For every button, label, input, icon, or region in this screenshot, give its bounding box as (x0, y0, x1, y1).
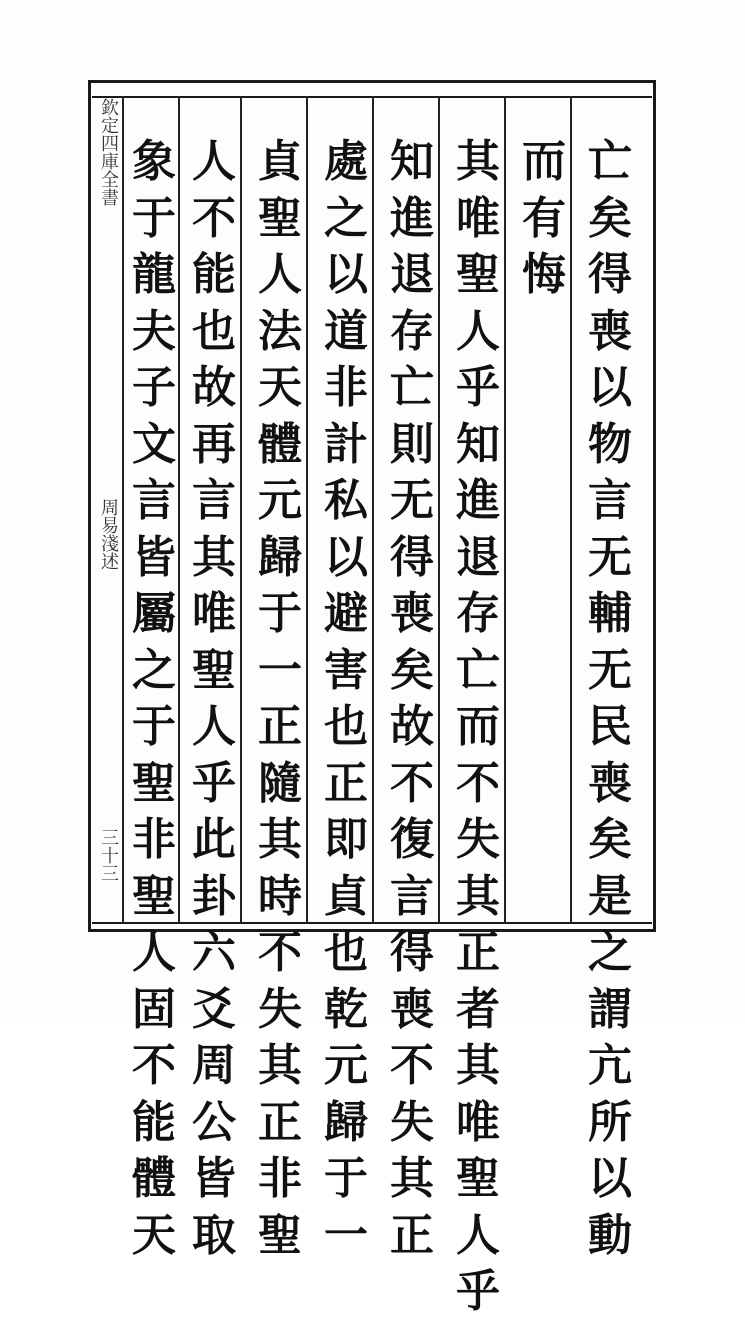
character: 復 (390, 814, 434, 865)
character: 聖 (456, 1153, 500, 1204)
character: 體 (258, 418, 302, 470)
character: 貞 (258, 136, 302, 187)
character: 正 (258, 701, 302, 752)
character: 能 (192, 249, 236, 300)
character: 聖 (132, 757, 176, 809)
character: 正 (390, 1209, 434, 1261)
character: 得 (588, 249, 632, 300)
character: 私 (324, 475, 368, 526)
character: 不 (456, 757, 500, 809)
character: 正 (258, 1096, 302, 1148)
character: 不 (390, 757, 434, 809)
character: 動 (588, 1209, 632, 1261)
character: 喪 (588, 305, 632, 357)
text-column-4 (382, 134, 442, 1264)
character: 非 (258, 1153, 302, 1204)
character: 之 (132, 644, 176, 696)
character: 處 (324, 136, 368, 187)
character: 之 (324, 192, 368, 244)
character: 以 (324, 249, 368, 300)
character: 而 (456, 701, 500, 752)
character: 失 (390, 1096, 434, 1148)
character: 喪 (390, 588, 434, 639)
character: 有 (522, 192, 566, 244)
character: 亡 (588, 136, 632, 187)
character: 以 (324, 531, 368, 583)
character: 歸 (258, 531, 302, 583)
character: 其 (258, 1040, 302, 1091)
character: 人 (132, 927, 176, 978)
character: 以 (588, 362, 632, 413)
character: 六 (192, 927, 236, 978)
character: 言 (192, 475, 236, 526)
character: 于 (132, 701, 176, 752)
character: 喪 (588, 757, 632, 809)
character: 也 (324, 927, 368, 978)
character: 計 (324, 418, 368, 470)
character: 于 (258, 588, 302, 639)
character: 存 (456, 588, 500, 639)
character: 故 (390, 701, 434, 752)
character: 聖 (456, 249, 500, 300)
character: 非 (324, 362, 368, 413)
character: 元 (324, 1040, 368, 1091)
character: 人 (192, 136, 236, 187)
text-column-7 (184, 134, 244, 1264)
folio-number: 三十三 (98, 828, 119, 882)
character: 文 (132, 418, 176, 470)
character: 聖 (258, 1209, 302, 1261)
character: 不 (132, 1040, 176, 1091)
character: 以 (588, 1153, 632, 1204)
margin-column (96, 98, 120, 922)
character: 爻 (192, 983, 236, 1035)
character: 所 (588, 1096, 632, 1148)
character: 得 (390, 531, 434, 583)
character: 矣 (588, 192, 632, 244)
character: 民 (588, 701, 632, 752)
character: 公 (192, 1096, 236, 1148)
character: 矣 (588, 814, 632, 865)
character: 皆 (132, 531, 176, 583)
character: 无 (588, 644, 632, 696)
character: 言 (390, 870, 434, 922)
character: 害 (324, 644, 368, 696)
book-title: 欽定四庫全書 (98, 98, 119, 206)
character: 乎 (192, 757, 236, 809)
character: 退 (456, 531, 500, 583)
character: 存 (390, 305, 434, 357)
character: 知 (390, 136, 434, 187)
character: 聖 (192, 644, 236, 696)
character: 得 (390, 927, 434, 978)
character: 卦 (192, 870, 236, 922)
character: 喪 (390, 983, 434, 1035)
character: 亡 (390, 362, 434, 413)
character: 乾 (324, 983, 368, 1035)
character: 其 (192, 531, 236, 583)
character: 悔 (522, 249, 566, 300)
character: 天 (132, 1209, 176, 1261)
character: 進 (390, 192, 434, 244)
character: 法 (258, 305, 302, 357)
text-column-2 (514, 134, 574, 304)
character: 能 (132, 1096, 176, 1148)
character: 故 (192, 362, 236, 413)
text-column-8 (124, 134, 184, 1264)
text-column-6 (250, 134, 310, 1264)
character: 人 (192, 701, 236, 752)
character: 龍 (132, 249, 176, 300)
character: 固 (132, 983, 176, 1035)
character: 一 (258, 644, 302, 696)
text-column-3 (448, 134, 508, 1321)
character: 隨 (258, 757, 302, 809)
character: 于 (324, 1153, 368, 1204)
character: 失 (258, 983, 302, 1035)
character: 貞 (324, 870, 368, 922)
character: 不 (192, 192, 236, 244)
character: 其 (456, 870, 500, 922)
character: 是 (588, 870, 632, 922)
character: 周 (192, 1040, 236, 1091)
character: 體 (132, 1153, 176, 1204)
character: 此 (192, 814, 236, 865)
character: 言 (588, 475, 632, 526)
character: 象 (132, 136, 176, 187)
character: 聖 (132, 870, 176, 922)
character: 進 (456, 475, 500, 526)
character: 元 (258, 475, 302, 526)
text-column-1 (580, 134, 640, 1264)
character: 其 (456, 1040, 500, 1091)
character: 唯 (192, 588, 236, 639)
character: 屬 (132, 588, 176, 639)
character: 乎 (456, 362, 500, 413)
character: 唯 (456, 192, 500, 244)
character: 也 (192, 305, 236, 357)
character: 而 (522, 136, 566, 187)
character: 知 (456, 418, 500, 470)
character: 避 (324, 588, 368, 639)
character: 即 (324, 814, 368, 865)
character: 人 (456, 1209, 500, 1261)
character: 唯 (456, 1096, 500, 1148)
character: 人 (258, 249, 302, 300)
character: 不 (258, 927, 302, 978)
character: 則 (390, 418, 434, 470)
character: 亢 (588, 1040, 632, 1091)
character: 无 (588, 531, 632, 583)
character: 不 (390, 1040, 434, 1091)
character: 言 (132, 475, 176, 526)
character: 正 (456, 927, 500, 978)
character: 取 (192, 1209, 236, 1261)
character: 无 (390, 475, 434, 526)
character: 失 (456, 814, 500, 865)
character: 時 (258, 870, 302, 922)
character: 其 (456, 136, 500, 187)
character: 子 (132, 362, 176, 413)
character: 一 (324, 1209, 368, 1261)
character: 皆 (192, 1153, 236, 1204)
text-column-5 (316, 134, 376, 1264)
character: 夫 (132, 305, 176, 357)
character: 也 (324, 701, 368, 752)
character: 正 (324, 757, 368, 809)
character: 于 (132, 192, 176, 244)
character: 歸 (324, 1096, 368, 1148)
character: 謂 (588, 983, 632, 1035)
character: 物 (588, 418, 632, 470)
character: 其 (390, 1153, 434, 1204)
volume-title: 周易淺述 (98, 498, 119, 570)
character: 道 (324, 305, 368, 357)
character: 人 (456, 305, 500, 357)
character: 乎 (456, 1266, 500, 1317)
character: 聖 (258, 192, 302, 244)
character: 再 (192, 418, 236, 470)
character: 退 (390, 249, 434, 300)
character: 矣 (390, 644, 434, 696)
character: 天 (258, 362, 302, 413)
character: 輔 (588, 588, 632, 639)
character: 之 (588, 927, 632, 978)
character: 亡 (456, 644, 500, 696)
character: 非 (132, 814, 176, 865)
character: 者 (456, 983, 500, 1035)
character: 其 (258, 814, 302, 865)
